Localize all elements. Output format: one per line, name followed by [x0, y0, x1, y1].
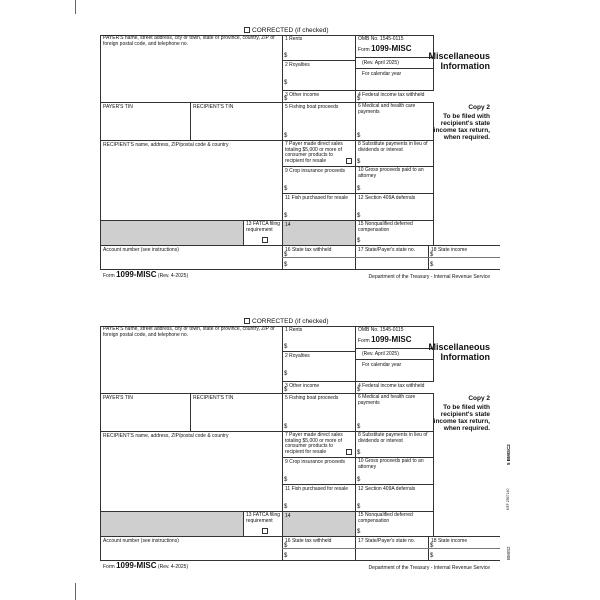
- dollar-sign: $: [357, 450, 361, 456]
- payer-tin-label: PAYER'S TIN: [103, 395, 133, 401]
- form-label: [358, 46, 412, 53]
- box15-label: 15 Nonqualified deferred compensation: [358, 512, 413, 524]
- dollar-sign: $: [284, 96, 288, 102]
- box16-label: 16 State tax withheld: [285, 538, 332, 544]
- dollar-sign: $: [284, 387, 288, 393]
- box12-label: 12 Section 409A deferrals: [358, 195, 416, 201]
- copy-desc-4: when required.: [443, 134, 490, 141]
- footer-form-prefix: Form: [103, 564, 115, 570]
- dollar-sign: $: [284, 543, 288, 549]
- dollar-sign: $: [284, 252, 288, 258]
- omb-label: OMB No. 1545-0115: [358, 36, 404, 42]
- dollar-sign: $: [284, 186, 288, 192]
- recipient-name-label: RECIPIENT'S name, address, ZIP/postal code & country: [103, 433, 229, 439]
- dollar-sign: $: [430, 252, 434, 258]
- side-code-2: NTF 2567140: [506, 488, 510, 510]
- dollar-sign: $: [357, 213, 361, 219]
- rev-label: (Rev. April 2025): [362, 351, 399, 357]
- dollar-sign: $: [357, 186, 361, 192]
- box10-label: 10 Gross proceeds paid to an attorney: [358, 458, 424, 470]
- box13-label: 13 FATCA filing requirement: [246, 512, 281, 524]
- corrected-checkbox[interactable]: [244, 318, 250, 324]
- dollar-sign: $: [284, 371, 288, 377]
- recipient-name-label: RECIPIENT'S name, address, ZIP/postal code & country: [103, 142, 229, 148]
- dollar-sign: $: [357, 387, 361, 393]
- box9-label: 9 Crop insurance proceeds: [285, 459, 346, 465]
- dollar-sign: $: [430, 543, 434, 549]
- dollar-sign: $: [284, 424, 288, 430]
- dollar-sign: $: [284, 262, 288, 268]
- form-name: 1099-MISC: [371, 335, 412, 344]
- box2-label: 2 Royalties: [285, 353, 310, 359]
- omb-label: OMB No. 1545-0115: [358, 327, 404, 333]
- footer-dept: Department of the Treasury - Internal Revenue Service: [368, 274, 490, 280]
- copy-label: Copy 2: [468, 395, 490, 402]
- corrected-checkbox[interactable]: [244, 27, 250, 33]
- form-title-line2: Information: [440, 61, 490, 71]
- form-title-line1: Miscellaneous: [428, 51, 490, 61]
- form-label: [358, 337, 412, 344]
- dollar-sign: $: [357, 159, 361, 165]
- box3-label: 3 Other income: [285, 383, 320, 389]
- box11-label: 11 Fish purchased for resale: [285, 486, 348, 492]
- shaded-area: [101, 512, 243, 536]
- footer-rev: (Rev. 4-2025): [157, 564, 189, 570]
- box6-label: 6 Medical and health care payments: [358, 103, 416, 115]
- form-name: 1099-MISC: [371, 44, 412, 53]
- side-code-3: 5 BMISC2: [506, 444, 511, 465]
- fatca-checkbox[interactable]: [262, 237, 268, 243]
- copy-desc-1: To be filed with: [443, 404, 490, 411]
- box1-label: 1 Rents: [285, 327, 303, 333]
- dollar-sign: $: [284, 213, 288, 219]
- footer-form-name: 1099-MISC: [116, 270, 157, 279]
- recipient-tin-label: RECIPIENT'S TIN: [193, 395, 234, 401]
- account-label: Account number (see instructions): [103, 538, 179, 544]
- recipient-tin-label: RECIPIENT'S TIN: [193, 104, 234, 110]
- box17-label: 17 State/Payer's state no.: [358, 538, 416, 544]
- payer-info-label: PAYER'S name, street address, city or town, state or province, country, ZIP or foreign postal code, and telephone no.: [103, 35, 275, 47]
- box17-label: 17 State/Payer's state no.: [358, 247, 416, 253]
- copy-desc-3: income tax return,: [433, 127, 490, 134]
- box11-label: 11 Fish purchased for resale: [285, 195, 348, 201]
- corrected-label: CORRECTED (if checked): [252, 318, 329, 325]
- shaded-area: [283, 512, 355, 536]
- box7-checkbox[interactable]: [346, 449, 352, 455]
- box3-label: 3 Other income: [285, 92, 320, 98]
- footer-form: [103, 563, 188, 570]
- dollar-sign: $: [284, 53, 288, 59]
- rev-label: (Rev. April 2025): [362, 60, 399, 66]
- box14-label: 14: [285, 222, 291, 228]
- dollar-sign: $: [284, 553, 288, 559]
- box6-label: 6 Medical and health care payments: [358, 394, 416, 406]
- box12-label: 12 Section 409A deferrals: [358, 486, 416, 492]
- side-code-1: BMIS2: [506, 546, 511, 560]
- box13-label: 13 FATCA filing requirement: [246, 221, 281, 233]
- dollar-sign: $: [357, 477, 361, 483]
- dollar-sign: $: [357, 504, 361, 510]
- dollar-sign: $: [357, 238, 361, 244]
- box16-label: 16 State tax withheld: [285, 247, 332, 253]
- box18-label: 18 State income: [431, 247, 468, 253]
- box7-label: 7 Payer made direct sales totaling $5,000 or more of consumer products to recipient for resale: [285, 141, 343, 164]
- box8-label: 8 Substitute payments in lieu of dividends or interest: [358, 141, 428, 153]
- shaded-area: [101, 221, 243, 245]
- box7-checkbox[interactable]: [346, 158, 352, 164]
- box4-label: 4 Federal income tax withheld: [358, 383, 425, 389]
- box14-label: 14: [285, 513, 291, 519]
- calendar-label: For calendar year: [362, 362, 402, 368]
- box1-label: 1 Rents: [285, 36, 303, 42]
- box5-label: 5 Fishing boat proceeds: [285, 395, 339, 401]
- payer-info-label: PAYER'S name, street address, city or town, state or province, country, ZIP or foreign postal code, and telephone no.: [103, 326, 275, 338]
- dollar-sign: $: [357, 133, 361, 139]
- copy-desc-2: recipient's state: [440, 411, 490, 418]
- copy-label: Copy 2: [468, 104, 490, 111]
- account-label: Account number (see instructions): [103, 247, 179, 253]
- box15-label: 15 Nonqualified deferred compensation: [358, 221, 413, 233]
- dollar-sign: $: [284, 133, 288, 139]
- dollar-sign: $: [284, 504, 288, 510]
- calendar-label: For calendar year: [362, 71, 402, 77]
- box5-label: 5 Fishing boat proceeds: [285, 104, 339, 110]
- box8-label: 8 Substitute payments in lieu of dividends or interest: [358, 432, 428, 444]
- form-prefix: Form: [358, 338, 370, 344]
- footer-dept: Department of the Treasury - Internal Revenue Service: [368, 565, 490, 571]
- dollar-sign: $: [357, 424, 361, 430]
- box7-label: 7 Payer made direct sales totaling $5,000 or more of consumer products to recipient for resale: [285, 432, 343, 455]
- box4-label: 4 Federal income tax withheld: [358, 92, 425, 98]
- copy-desc-2: recipient's state: [440, 120, 490, 127]
- footer-rev: (Rev. 4-2025): [157, 273, 189, 279]
- dollar-sign: $: [357, 96, 361, 102]
- dollar-sign: $: [357, 529, 361, 535]
- dollar-sign: $: [284, 344, 288, 350]
- box10-label: 10 Gross proceeds paid to an attorney: [358, 167, 424, 179]
- footer-form-prefix: Form: [103, 273, 115, 279]
- payer-tin-label: PAYER'S TIN: [103, 104, 133, 110]
- dollar-sign: $: [284, 80, 288, 86]
- copy-desc-4: when required.: [443, 425, 490, 432]
- form-title-line2: Information: [440, 352, 490, 362]
- footer-form: [103, 272, 188, 279]
- form-title-line1: Miscellaneous: [428, 342, 490, 352]
- shaded-area: [283, 221, 355, 245]
- footer-form-name: 1099-MISC: [116, 561, 157, 570]
- dollar-sign: $: [430, 262, 434, 268]
- box18-label: 18 State income: [431, 538, 468, 544]
- copy-desc-3: income tax return,: [433, 418, 490, 425]
- box9-label: 9 Crop insurance proceeds: [285, 168, 346, 174]
- corrected-label: CORRECTED (if checked): [252, 27, 329, 34]
- copy-desc-1: To be filed with: [443, 113, 490, 120]
- dollar-sign: $: [284, 477, 288, 483]
- box2-label: 2 Royalties: [285, 62, 310, 68]
- fatca-checkbox[interactable]: [262, 528, 268, 534]
- dollar-sign: $: [430, 553, 434, 559]
- form-prefix: Form: [358, 47, 370, 53]
